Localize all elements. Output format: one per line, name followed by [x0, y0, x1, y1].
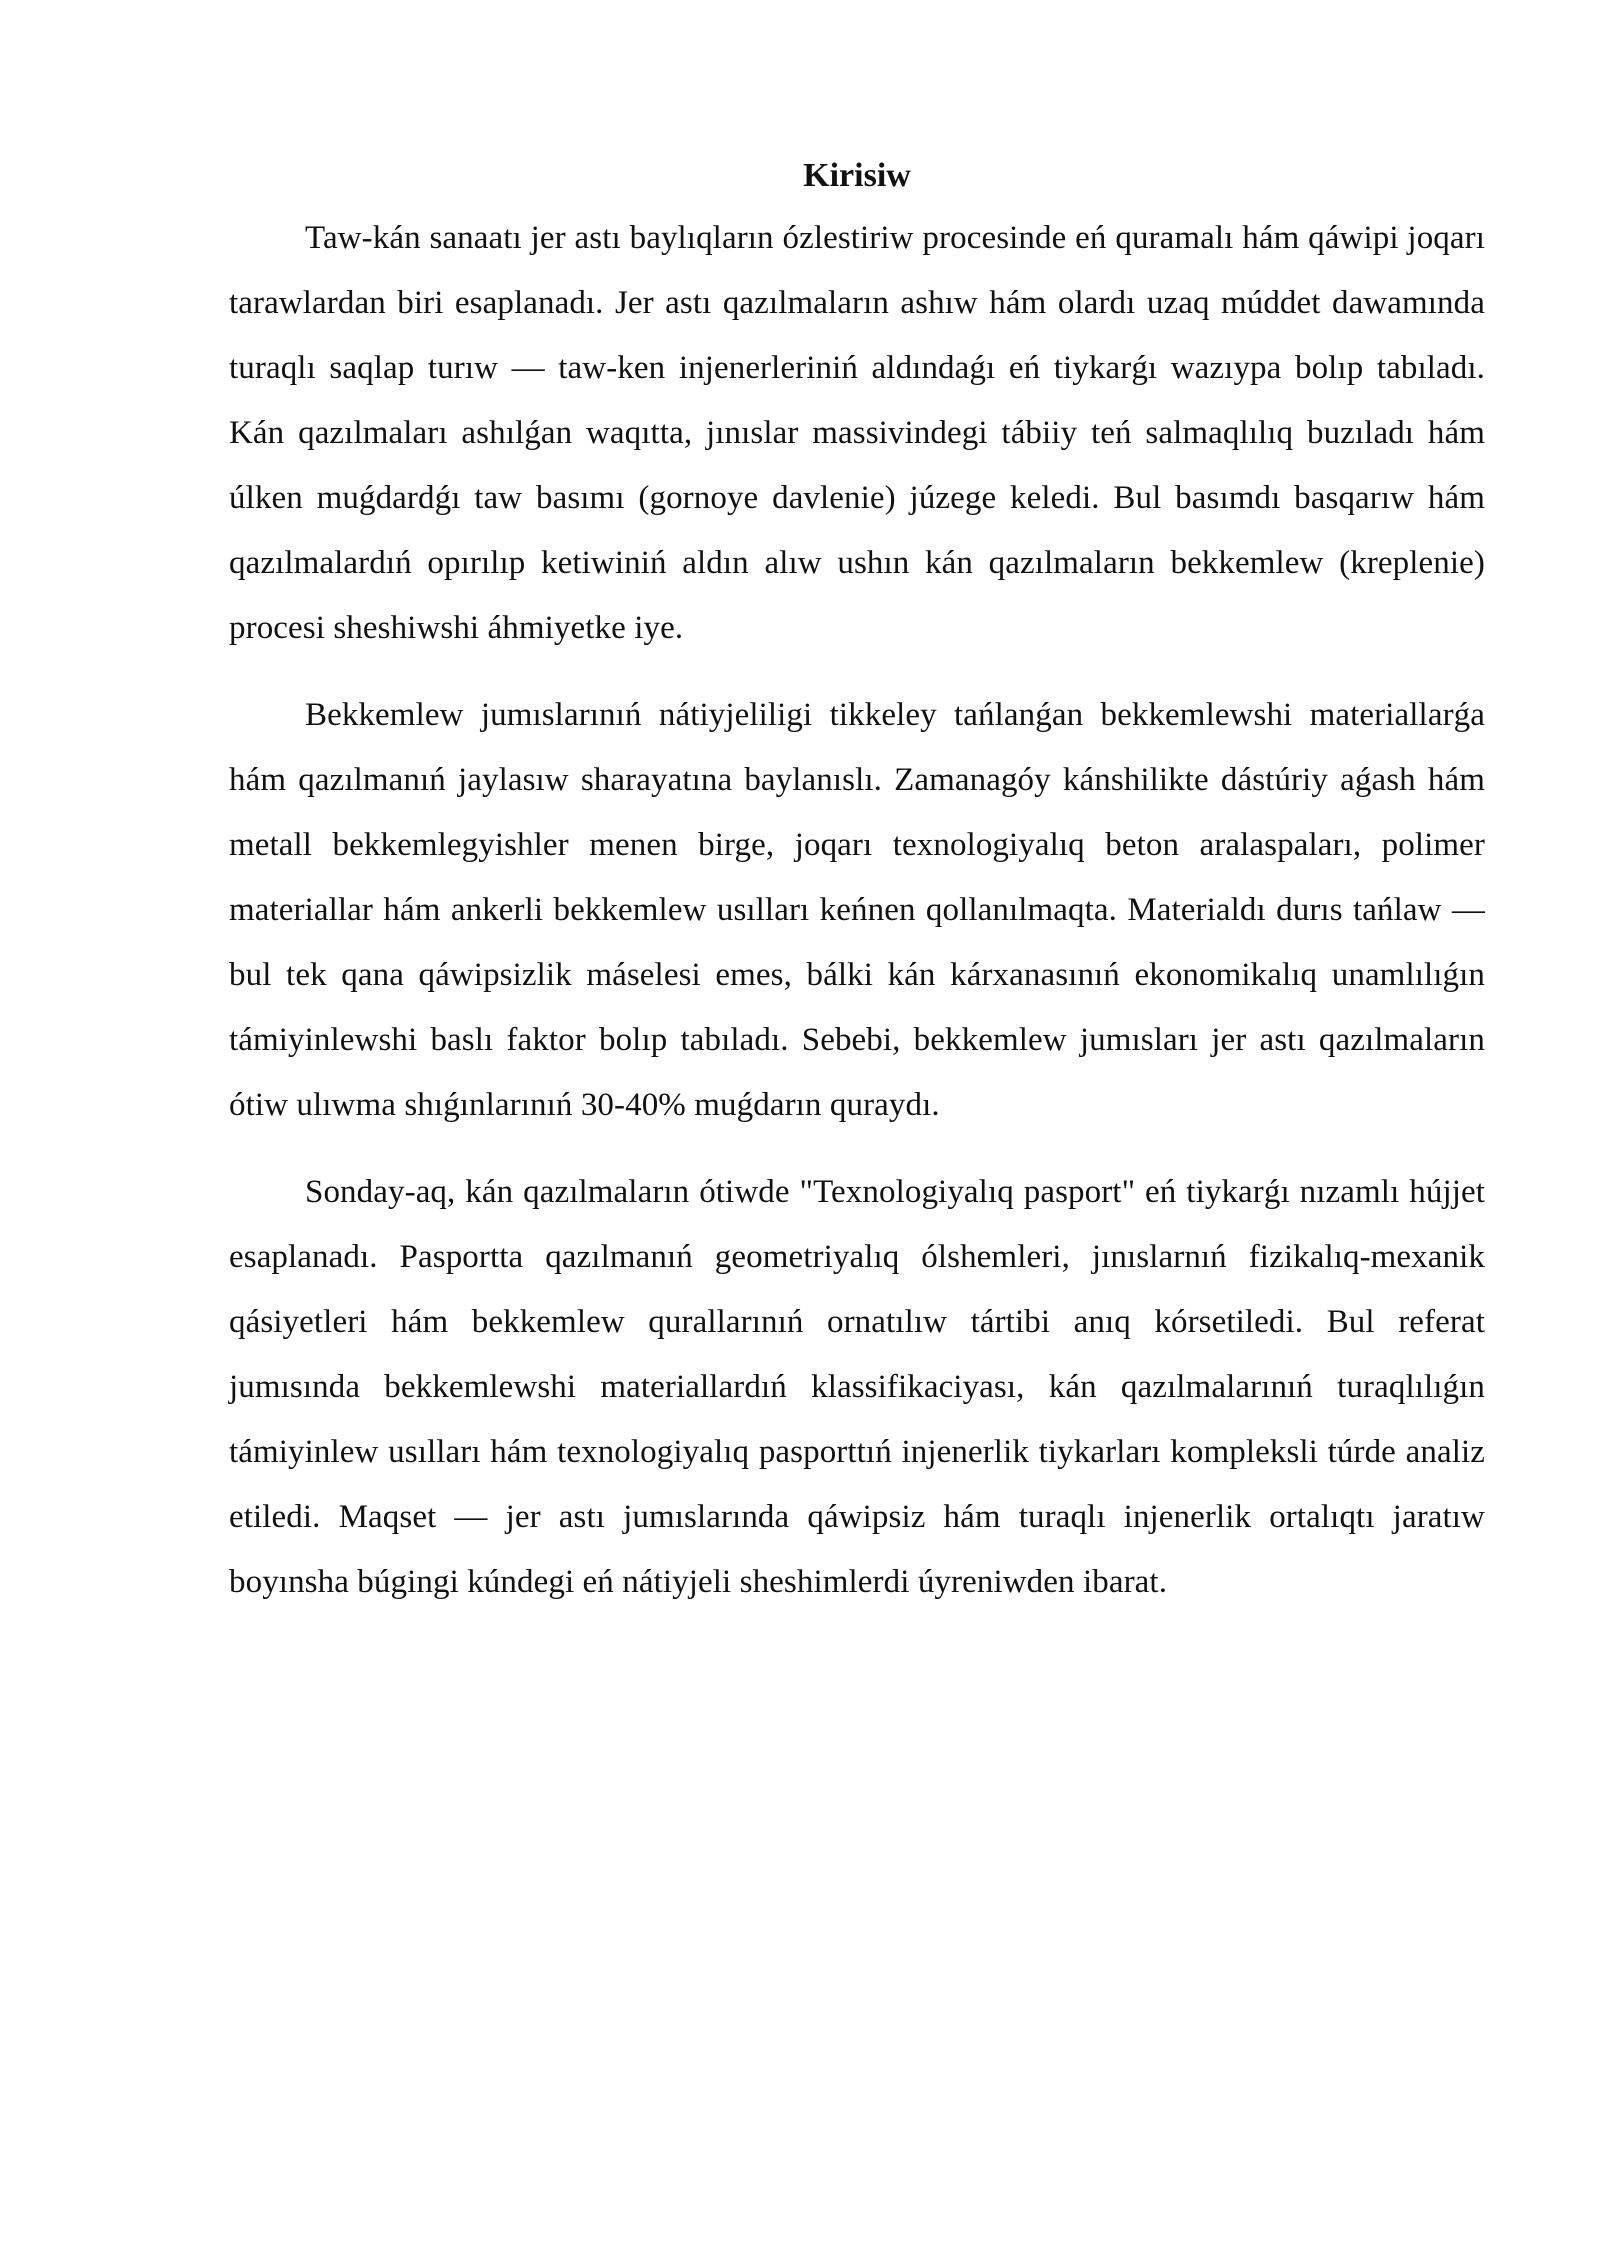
paragraph-passport: Sonday-aq, kán qazılmaların ótiwde "Texnologiyalıq pasport" eń tiykarǵı nızamlı hújjet esaplanadı. Pasportta qazılmanıń geometriyalıq ólshemleri, jınıslarnıń fizikalıq-mexanik qásiyetleri hám bekkemlew qurallarınıń ornatılıw tártibi anıq kórsetiledi. Bul referat jumısında bekkemlewshi materiallardıń klassifikaciyası, kán qazılmalarınıń turaqlılıǵın támiyinlew usılları hám texnologiyalıq pasporttıń injenerlik tiykarları kompleksli túrde analiz etiledi. Maqset — jer astı jumıslarında qáwipsiz hám turaqlı injenerlik ortalıqtı jaratıw boyınsha búgingi kúndegi eń nátiyjeli sheshimlerdi úyreniwden ibarat. — [229, 1174, 1485, 1600]
paragraph-intro: Taw-kán sanaatı jer astı baylıqların ózlestiriw procesinde eń quramalı hám qáwipi joqarı tarawlardan biri esaplanadı. Jer astı qazılmaların ashıw hám olardı uzaq múddet dawamında turaqlı saqlap turıw — taw-ken injenerleriniń aldındaǵı eń tiykarǵı wazıypa bolıp tabıladı. Kán qazılmaları ashılǵan waqıtta, jınıslar massivindegi tábiiy teń salmaqlılıq buzıladı hám úlken muǵdardǵı taw basımı (gornoye davlenie) júzege keledi. Bul basımdı basqarıw hám qazılmalardıń opırılıp ketiwiniń aldın alıw ushın kán qazılmaların bekkemlew (kreplenie) procesi sheshiwshi áhmiyetke iye. — [229, 220, 1485, 646]
document-body — [229, 146, 1485, 1637]
document-title: Kirisiw — [803, 157, 911, 194]
paragraph-materials: Bekkemlew jumıslarınıń nátiyjeliligi tikkeley tańlanǵan bekkemlewshi materiallarǵa hám qazılmanıń jaylasıw sharayatına baylanıslı. Zamanagóy kánshilikte dástúriy aǵash hám metall bekkemlegyishler menen birge, joqarı texnologiyalıq beton aralaspaları, polimer materiallar hám ankerli bekkemlew usılları keńnen qollanılmaqta. Materialdı durıs tańlaw — bul tek qana qáwipsizlik máselesi emes, bálki kán kárxanasınıń ekonomikalıq unamlılıǵın támiyinlewshi baslı faktor bolıp tabıladı. Sebebi, bekkemlew jumısları jer astı qazılmaların ótiw ulıwma shıǵınlarınıń 30-40% muǵdarın quraydı. — [229, 697, 1485, 1123]
